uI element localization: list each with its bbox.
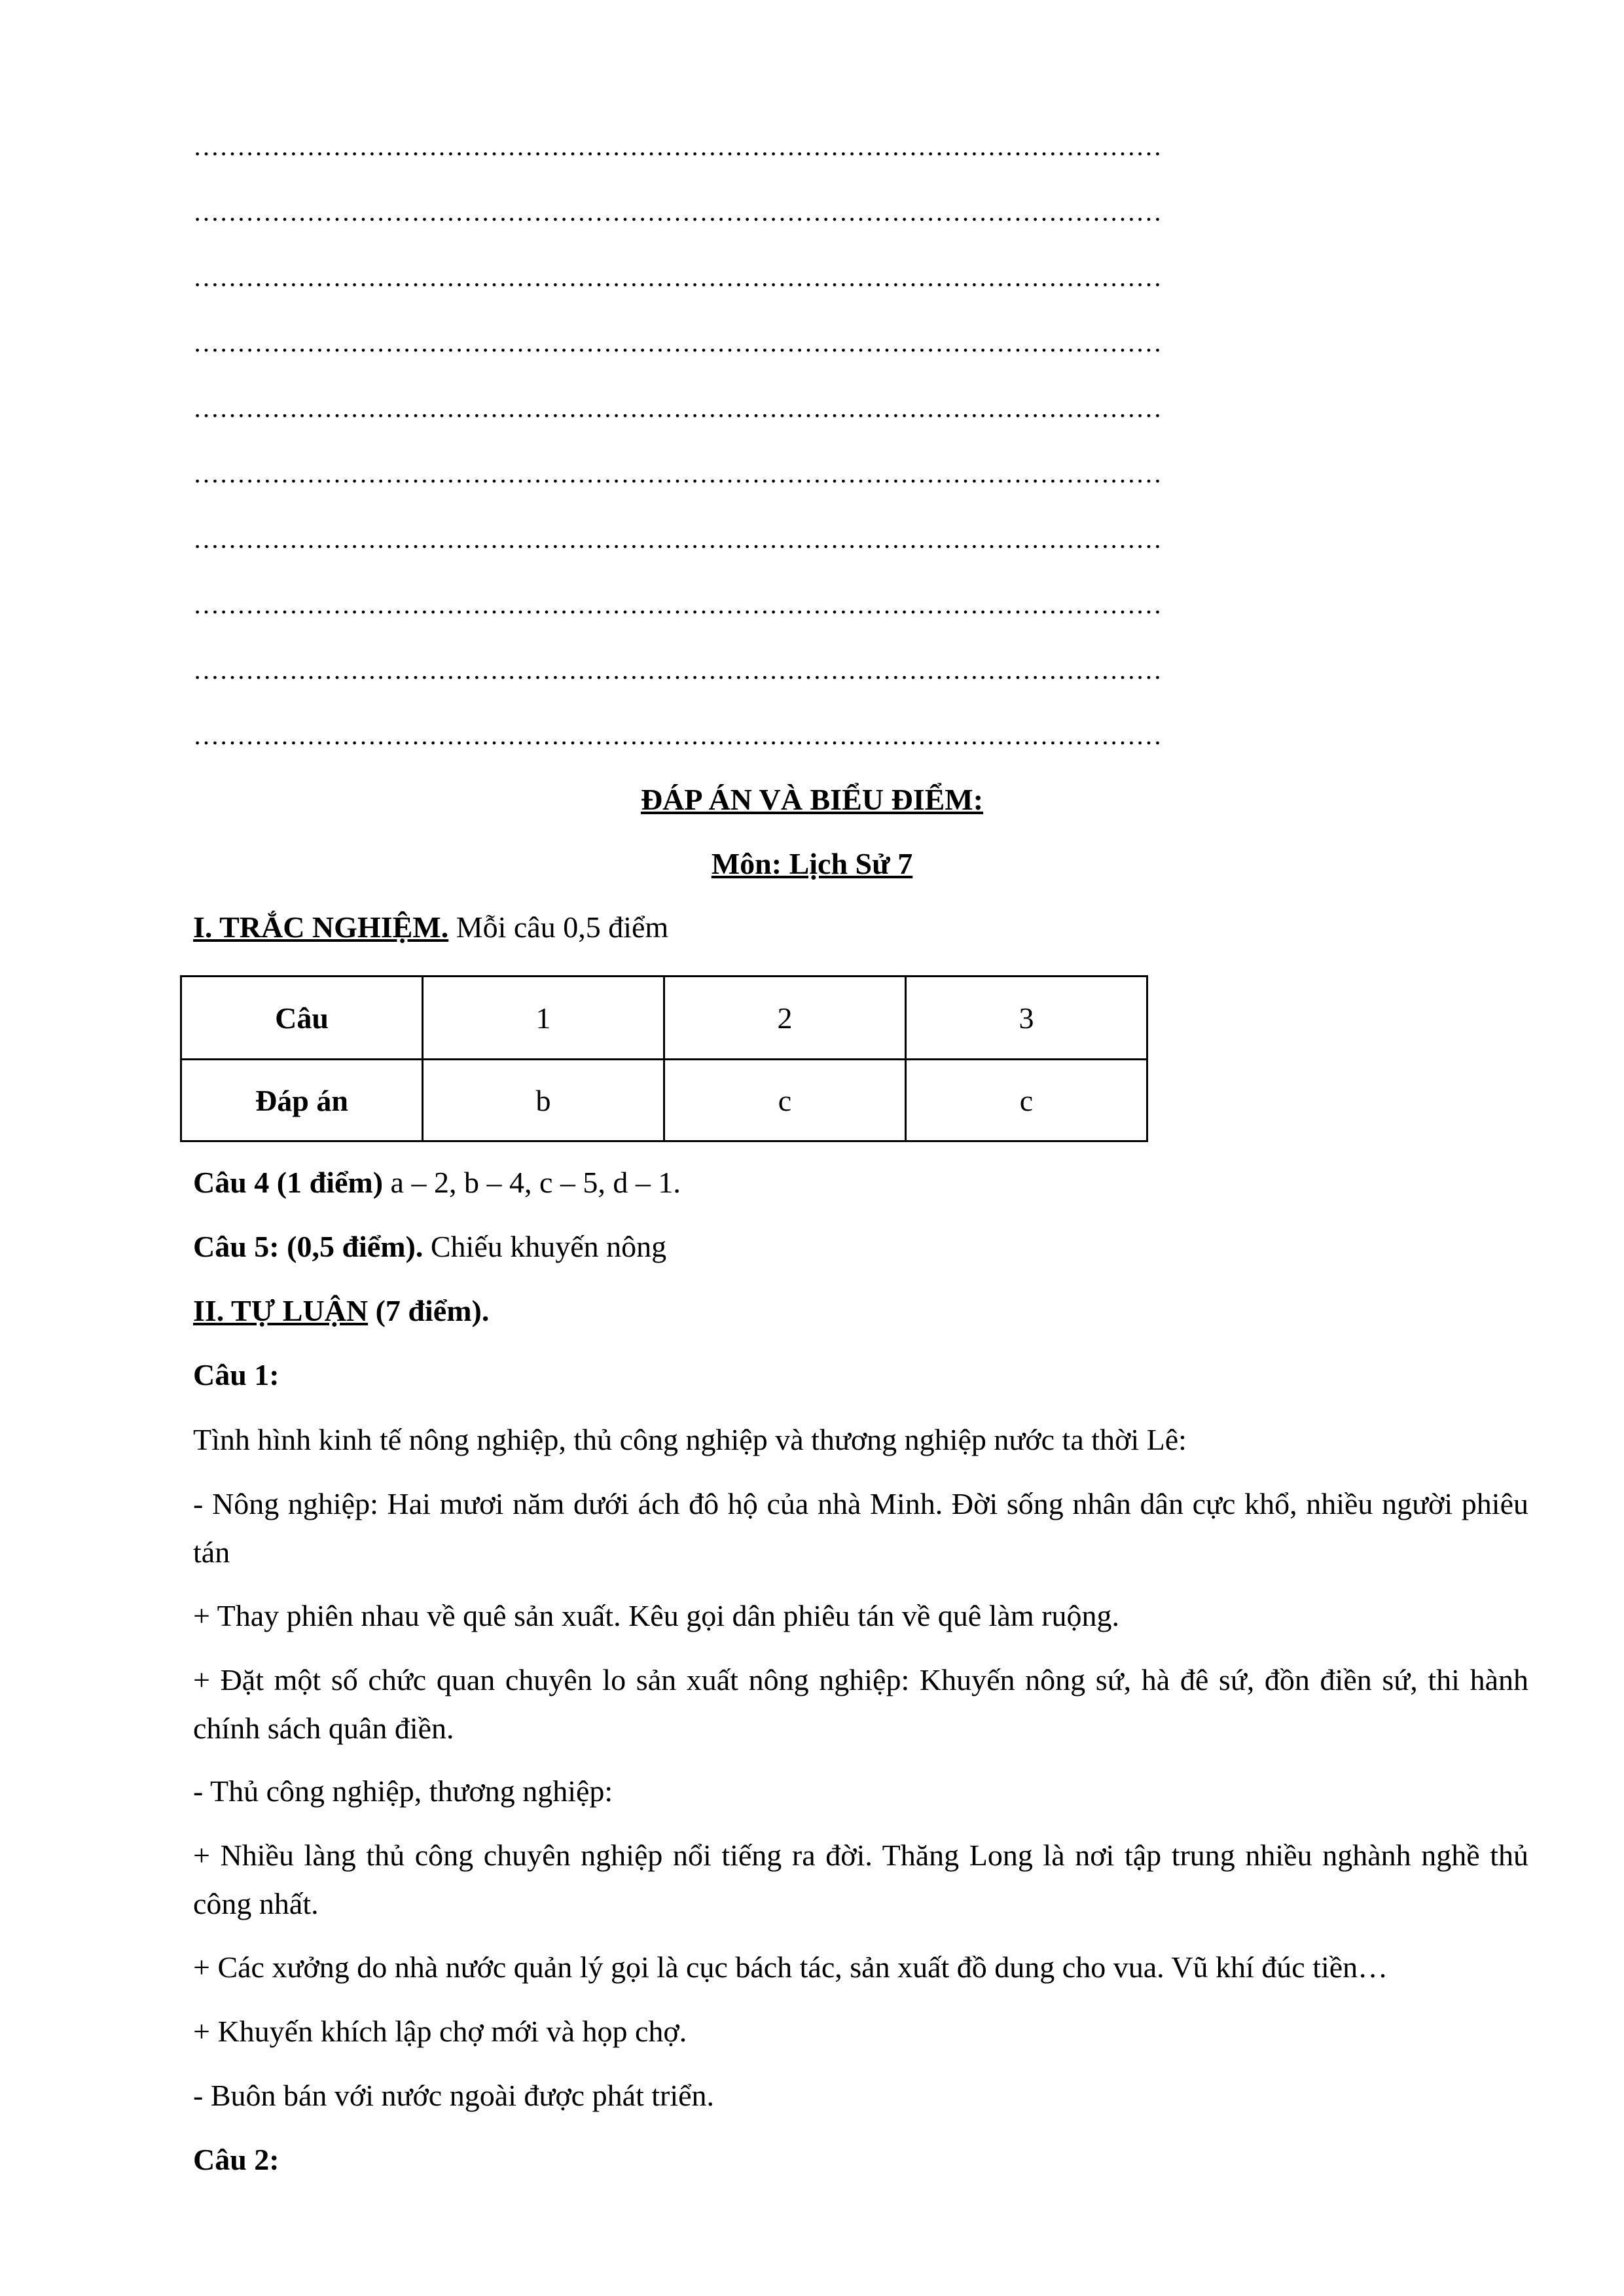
question-number: 1 <box>423 977 664 1060</box>
section-2-points: (7 điểm). <box>368 1294 490 1327</box>
dotted-line: ………………………………………………………………………………………………… <box>193 328 1162 357</box>
section-2-heading-line <box>193 1287 1528 1335</box>
body-paragraph: - Nông nghiệp: Hai mươi năm dưới ách đô hộ của nhà Minh. Đời sống nhân dân cực khổ, nhiều người phiêu tán <box>193 1487 1528 1569</box>
body-paragraph: + Các xưởng do nhà nước quản lý gọi là cục bách tác, sản xuất đồ dung cho vua. Vũ khí đúc tiền… <box>193 1950 1388 1984</box>
question-number: 2 <box>664 977 906 1060</box>
dotted-line: ………………………………………………………………………………………………… <box>193 655 1162 685</box>
body-paragraph: + Nhiều làng thủ công chuyên nghiệp nổi tiếng ra đời. Thăng Long là nơi tập trung nhiều nghành nghề thủ công nhất. <box>193 1839 1528 1920</box>
body-paragraph: + Thay phiên nhau về quê sản xuất. Kêu gọi dân phiêu tán về quê làm ruộng. <box>193 1599 1119 1632</box>
section-2-heading: II. TỰ LUẬN <box>193 1294 369 1327</box>
body-paragraph: - Buôn bán với nước ngoài được phát triển. <box>193 2079 715 2112</box>
body-paragraph: - Thủ công nghiệp, thương nghiệp: <box>193 1774 613 1808</box>
table-row-questions <box>181 977 1147 1060</box>
cau-5-label: Câu 5: (0,5 điểm). <box>193 1230 424 1263</box>
answer-value: b <box>423 1060 664 1141</box>
document-title: ĐÁP ÁN VÀ BIỂU ĐIỂM: <box>640 783 984 816</box>
dotted-line: ………………………………………………………………………………………………… <box>193 459 1162 488</box>
row-label-cau: Câu <box>181 977 423 1060</box>
cau-1-label: Câu 1: <box>193 1358 280 1391</box>
body-intro: Tình hình kinh tế nông nghiệp, thủ công nghiệp và thương nghiệp nước ta thời Lê: <box>193 1423 1187 1456</box>
question-number: 3 <box>906 977 1147 1060</box>
body-paragraph: + Khuyến khích lập chợ mới và họp chợ. <box>193 2015 687 2048</box>
cau-4-text: a – 2, b – 4, c – 5, d – 1. <box>383 1166 681 1199</box>
dotted-line: ………………………………………………………………………………………………… <box>193 393 1162 423</box>
dotted-line: ………………………………………………………………………………………………… <box>193 262 1162 292</box>
answer-value: c <box>906 1060 1147 1141</box>
section-1-heading-line <box>193 903 1528 952</box>
row-label-dap-an: Đáp án <box>181 1060 423 1141</box>
body-paragraph: + Đặt một số chức quan chuyên lo sản xuất nông nghiệp: Khuyến nông sứ, hà đê sứ, đồn điền sứ, thi hành chính sách quân điền. <box>193 1663 1528 1745</box>
cau-2-label: Câu 2: <box>193 2143 280 2176</box>
dotted-line: ………………………………………………………………………………………………… <box>193 132 1162 161</box>
cau-5-line <box>193 1223 1528 1271</box>
cau-4-label: Câu 4 (1 điểm) <box>193 1166 384 1199</box>
dotted-line: ………………………………………………………………………………………………… <box>193 524 1162 554</box>
dotted-line: ………………………………………………………………………………………………… <box>193 721 1162 750</box>
answer-table <box>180 975 1148 1142</box>
section-1-heading: I. TRẮC NGHIỆM. <box>193 910 449 944</box>
table-row-answers <box>181 1060 1147 1141</box>
cau-4-line <box>193 1158 1528 1207</box>
answer-value: c <box>664 1060 906 1141</box>
subject-title: Môn: Lịch Sử 7 <box>711 847 913 880</box>
cau-5-text: Chiếu khuyến nông <box>423 1230 667 1263</box>
dotted-line: ………………………………………………………………………………………………… <box>193 197 1162 226</box>
dotted-line: ………………………………………………………………………………………………… <box>193 590 1162 619</box>
section-1-note: Mỗi câu 0,5 điểm <box>448 910 669 944</box>
